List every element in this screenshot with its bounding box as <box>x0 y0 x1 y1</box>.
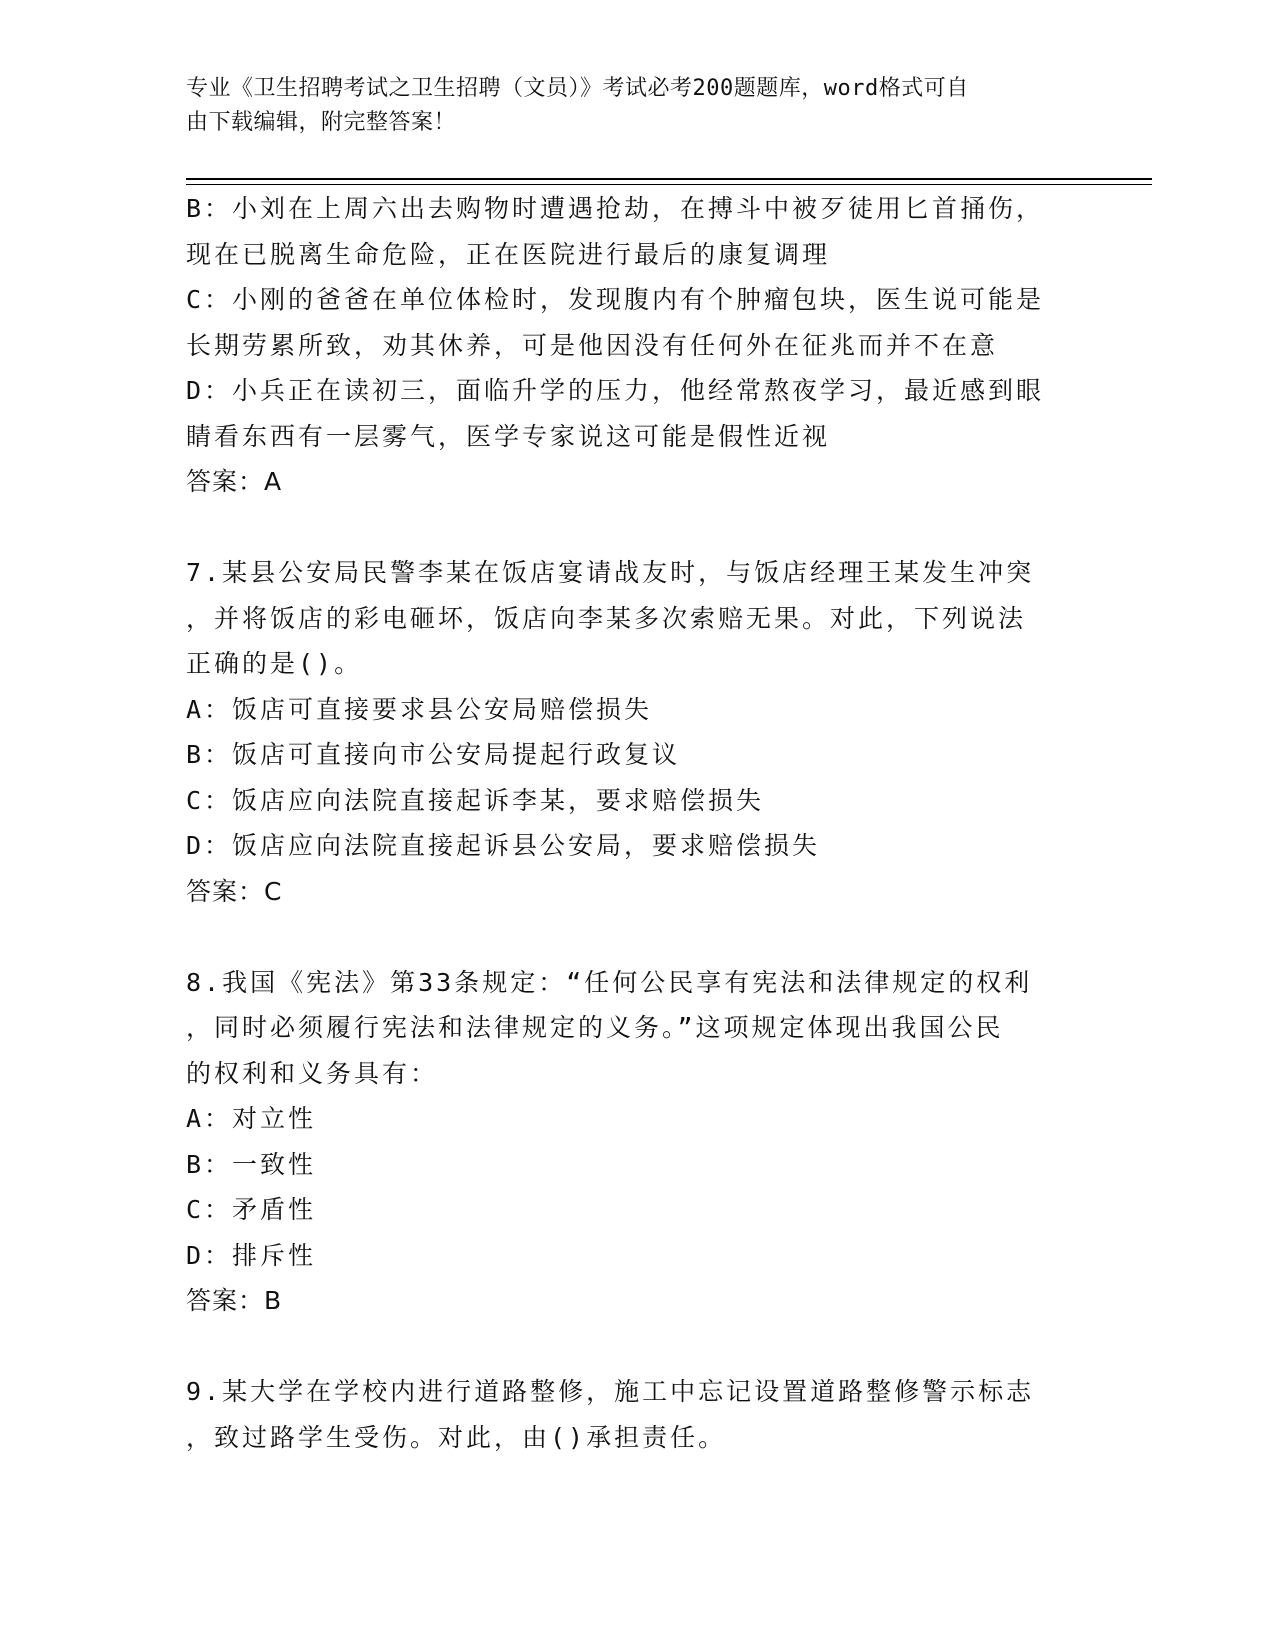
option-b: B：饭店可直接向市公安局提起行政复议 <box>186 740 681 769</box>
option-a: A：饭店可直接要求县公安局赔偿损失 <box>186 694 653 724</box>
header-line-2: 由下载编辑，附完整答案！ <box>186 110 457 135</box>
answer: 答案：C <box>186 876 283 906</box>
question-6-continuation <box>186 186 1086 505</box>
header-line-1: 专业《卫生招聘考试之卫生招聘（文员）》考试必考200题题库，word格式可自 <box>186 76 969 101</box>
option-c: C：饭店应向法院直接起诉李某，要求赔偿损失 <box>186 785 765 815</box>
question-stem-line-2: ，致过路学生受伤。对此，由()承担责任。 <box>186 1422 727 1452</box>
spacer <box>186 1324 1086 1370</box>
option-d: D：排斥性 <box>186 1240 317 1270</box>
answer: 答案：A <box>186 467 283 496</box>
spacer <box>186 505 1086 551</box>
option-a: A：对立性 <box>186 1104 317 1133</box>
question-stem-line-1: 9.某大学在学校内进行道路整修，施工中忘记设置道路整修警示标志 <box>186 1377 1035 1406</box>
document-body <box>186 186 1086 1460</box>
option-d-line-2: 睛看东西有一层雾气，医学专家说这可能是假性近视 <box>186 421 831 451</box>
spacer <box>186 914 1086 960</box>
option-c-line-1: C：小刚的爸爸在单位体检时，发现腹内有个肿瘤包块，医生说可能是 <box>186 285 1045 314</box>
header-rule-thin <box>186 184 1152 185</box>
answer: 答案：B <box>186 1286 283 1315</box>
option-c-line-2: 长期劳累所致，劝其休养，可是他因没有任何外在征兆而并不在意 <box>186 330 999 360</box>
option-d-line-1: D：小兵正在读初三，面临升学的压力，他经常熬夜学习，最近感到眼 <box>186 376 1045 405</box>
option-b-line-1: B：小刘在上周六出去购物时遭遇抢劫，在搏斗中被歹徒用匕首捅伤， <box>186 194 1045 223</box>
question-stem-line-1: 8.我国《宪法》第33条规定：“任何公民享有宪法和法律规定的权利 <box>186 967 1033 997</box>
header-rule-thick <box>186 178 1152 180</box>
question-8 <box>186 960 1086 1324</box>
option-b: B：一致性 <box>186 1149 317 1179</box>
question-7 <box>186 550 1086 914</box>
question-stem-line-1: 7.某县公安局民警李某在饭店宴请战友时，与饭店经理王某发生冲突 <box>186 558 1035 587</box>
question-9 <box>186 1369 1086 1460</box>
question-stem-line-2: ，同时必须履行宪法和法律规定的义务。”这项规定体现出我国公民 <box>186 1013 1004 1042</box>
option-c: C：矛盾性 <box>186 1195 317 1224</box>
question-stem-line-2: ，并将饭店的彩电砸坏，饭店向李某多次索赔无果。对此，下列说法 <box>186 603 1027 633</box>
question-stem-line-3: 的权利和义务具有： <box>186 1058 439 1088</box>
option-d: D：饭店应向法院直接起诉县公安局，要求赔偿损失 <box>186 831 821 860</box>
option-b-line-2: 现在已脱离生命危险，正在医院进行最后的康复调理 <box>186 239 831 269</box>
document-header <box>186 72 1086 140</box>
question-stem-line-3: 正确的是()。 <box>186 649 363 678</box>
